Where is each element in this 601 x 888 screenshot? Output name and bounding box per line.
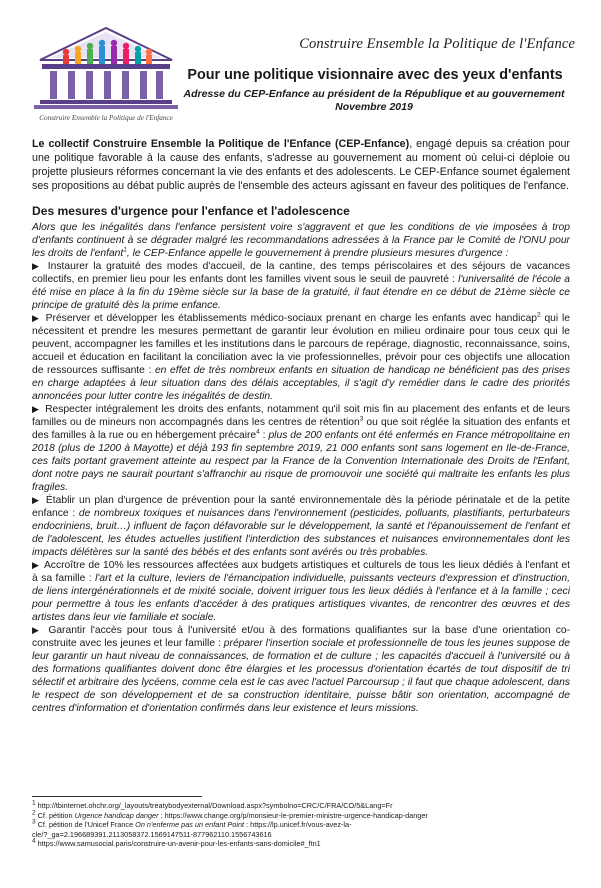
footnote-3-number: 3 xyxy=(32,818,36,826)
header-org-name: Construire Ensemble la Politique de l'Enfance xyxy=(299,36,575,52)
footnote-2 xyxy=(32,811,572,821)
lead-text-part1: Alors que les inégalités dans l'enfance persistent voire s'aggravent et que les conditions de vie imposées à trop d'enfants continuent à se dégrader malgré les recommandations adressées à la France par le Comité de l'ONU pour les droits de l'enfant xyxy=(32,222,570,260)
measure-droits-text-b: ou que soit réglée la situation des enfants et des familles à la rue ou en hébergement précaire xyxy=(32,417,570,442)
footnote-1-number: 1 xyxy=(32,799,36,807)
footnote-2-link[interactable]: : https://www.change.org/p/monsieur-le-premier-ministre-urgence-handicap-danger xyxy=(158,810,428,820)
footnote-1 xyxy=(32,801,572,811)
footnote-2-petition-title: Urgence handicap danger xyxy=(74,810,159,820)
measure-sante-rationale: de nombreux toxiques et nuisances dans l'environnement (pesticides, polluants, plastifiants, perturbateurs endocriniens, bruit…) influent de façon défavorable sur le développement, la santé et l'épanouissement de l'enfant et de l'adolescent, les études actuelles justifient l'interdiction des substances et nuisances environnementales dont les impacts délétères sur la santé des bébés et des enfants sont avérés ou très probables. xyxy=(32,508,571,559)
measure-handicap-text-a: Préserver et développer les établissements médico-sociaux prenant en charge les enfants avec handicap xyxy=(45,313,538,325)
arrow-bullet-icon: ▶ xyxy=(32,261,41,272)
section-title: Des mesures d'urgence pour l'enfance et l'adolescence xyxy=(32,204,350,219)
measure-culture xyxy=(32,559,570,624)
document-title: Pour une politique visionnaire avec des yeux d'enfants xyxy=(187,67,563,83)
measure-universite xyxy=(32,624,570,715)
measure-sante-text: Établir un plan d'urgence de prévention pour la santé environnementale dès la période périnatale et de la petite enfance : xyxy=(32,495,571,520)
measure-droits xyxy=(32,403,570,494)
measure-gratuite xyxy=(32,260,570,312)
measure-culture-text: Accroître de 10% les ressources affectées aux budgets artistiques et culturels de tous les lieux dédiés à l'enfant et à sa famille : xyxy=(32,560,571,585)
footnote-separator xyxy=(32,796,202,797)
logo-caption: Construire Ensemble la Politique de l'Enfance xyxy=(39,114,173,122)
footnote-3-prefix: Cf. pétition de l'Unicef France xyxy=(35,820,136,830)
measure-universite-text: Garantir l'accès pour tous à l'université et/ou à des formations qualifiantes sur la base d'une orientation co-construite avec les jeunes et leur famille : xyxy=(32,625,570,650)
measure-handicap-rationale: en effet de très nombreux enfants en situation de handicap ne bénéficient pas des prises en charge adaptées à leur situation dans des délais acceptables, il s'agit d'y remédier dans le cadre des priorités annoncées pour lutter contre les inégalités de destin. xyxy=(32,365,570,403)
footnote-ref-2: 2 xyxy=(537,311,541,319)
arrow-bullet-icon: ▶ xyxy=(32,404,40,415)
intro-text: , engagé depuis sa création pour une politique favorable à la cause des enfants, s'adresse au gouvernement au moment où celui-ci déploie ou projette plusieurs réformes concernant la vie des enfants et des adolescents. Le CEP-Enfance soumet également ses propositions au débat public auprès de l'ensemble des acteurs agissant en faveur des politiques de l'enfance. xyxy=(32,138,570,193)
arrow-bullet-icon: ▶ xyxy=(32,625,42,636)
measure-droits-text-a: Respecter intégralement les droits des enfants, notamment qu'il soit mis fin au placement des enfants et de leurs familles ou de mineurs non accompagnés dans les centres de rétention xyxy=(32,404,570,429)
footnote-4-number: 4 xyxy=(32,837,36,845)
footnote-3 xyxy=(32,820,572,830)
measure-handicap-text-b: qui le nécessitent et prendre les mesures permettant de garantir leur évolution en milieu ordinaire pour tous ceux qui le peuvent, accompagner les familles et les institutions dans le parcours de repérage, diagnostic, reconnaissance, soins, accueil et éducation en facilitant la conciliation avec la vie professionnelles, prévoir pour ces objectifs une allocation de ressources suffisante : xyxy=(32,313,570,377)
arrow-bullet-icon: ▶ xyxy=(32,313,40,324)
footnote-1-link[interactable]: http://tbinternet.ohchr.org/_layouts/treatybodyexternal/Download.aspx?symbolno=CRC/C/FRA/CO/5&Lang=Fr xyxy=(35,801,393,810)
section-lead xyxy=(32,221,570,260)
measure-culture-rationale: l'art et la culture, leviers de l'émancipation individuelle, puissants vecteurs d'expression et d'instruction, de liens intergénérationnels et de mixité sociale, doivent irriguer tous les lieux dédiés à l'enfance et à la famille ; ceci pour permettre à tous les enfants d'accéder à des pratiques artistiques vivantes, de rencontrer des œuvres et des artistes dans leur vie familiale et sociale. xyxy=(32,573,570,624)
footnote-4-link[interactable]: https://www.samusocial.paris/construire-un-avenir-pour-les-enfants-sans-domicile#_ftn1 xyxy=(35,839,321,849)
subtitle-addressee: Adresse du CEP-Enfance au président de la République et au gouvernement xyxy=(183,88,565,100)
intro-paragraph xyxy=(32,137,570,193)
footnote-4 xyxy=(32,839,572,849)
measure-sante xyxy=(32,494,570,559)
footnote-3-link[interactable]: : https://lp.unicef.fr/vous-avez-la- xyxy=(244,820,352,830)
measure-droits-text-c: : xyxy=(259,430,269,442)
footnote-ref-1: 1 xyxy=(123,246,127,254)
footnotes xyxy=(32,801,572,849)
footnote-ref-4: 4 xyxy=(256,428,260,436)
subtitle-date: Novembre 2019 xyxy=(335,101,413,113)
lead-text-part2: , le CEP-Enfance appelle le gouvernement à prendre plusieurs mesures d'urgence : xyxy=(126,248,509,260)
arrow-bullet-icon: ▶ xyxy=(32,560,40,571)
measure-droits-rationale: plus de 200 enfants ont été enfermés en France métropolitaine en 2018 (plus de 1200 à Mayotte) et déjà 193 fin septembre 2019, 21 000 enfants sont sans logement en Ile-de-France, ces faits portant gravement atteinte au respect par la France de la Convention Internationale des Droits de l'Enfant, dont notre pays ne saurait pourtant s'affranchir au risque de promouvoir une société qui maltraite les enfants les plus fragiles. xyxy=(32,430,570,494)
measure-gratuite-rationale: l'universalité de l'école a été mise en place à la fin du 19ème siècle sur la base de la gratuité, il faut étendre en ce début de 21ème siècle ce principe de gratuité dès la prime enfance. xyxy=(32,274,571,312)
arrow-bullet-icon: ▶ xyxy=(32,495,40,506)
document-subtitle xyxy=(160,88,588,114)
footnote-ref-3: 3 xyxy=(359,415,364,423)
footnote-2-prefix: Cf. pétition xyxy=(35,810,75,820)
footnote-3-continuation[interactable]: cle/?_ga=2.196689391.2113058372.1569147511-877962110.1556743616 xyxy=(32,829,272,839)
measure-universite-rationale: préparer l'insertion sociale et professionnelle de tous les jeunes suppose de leur garantir un haut niveau de connaissances, de formation et de culture ; les capacités d'accueil à l'université ou à des formations qualifiantes doivent donc être élargies et les processus d'orientation écartés de tout dispositif de tri sélectif et arbitraire des lycéens, comme cela est le cas avec l'actuel Parcoursup ; il faut que chaque adolescent, dans le respect de son développement et de sa construction identitaire, puisse bâtir son orientation, accompagné de centres d'information et d'orientation confirmés dans leur existence et leurs missions. xyxy=(32,638,570,715)
footnote-2-number: 2 xyxy=(32,809,36,817)
footnote-3-petition-title: On n'enferme pas un enfant Point xyxy=(135,820,245,830)
intro-org-bold: Le collectif Construire Ensemble la Politique de l'Enfance (CEP-Enfance) xyxy=(32,138,410,150)
document-body xyxy=(32,137,570,715)
measure-handicap xyxy=(32,312,570,403)
measure-gratuite-text: Instaurer la gratuité des modes d'accueil, de la cantine, des temps périscolaires et des séjours de vacances collectifs, en premier lieu pour les enfants dont les familles vivent sous le seuil de pauvreté : xyxy=(32,261,570,286)
